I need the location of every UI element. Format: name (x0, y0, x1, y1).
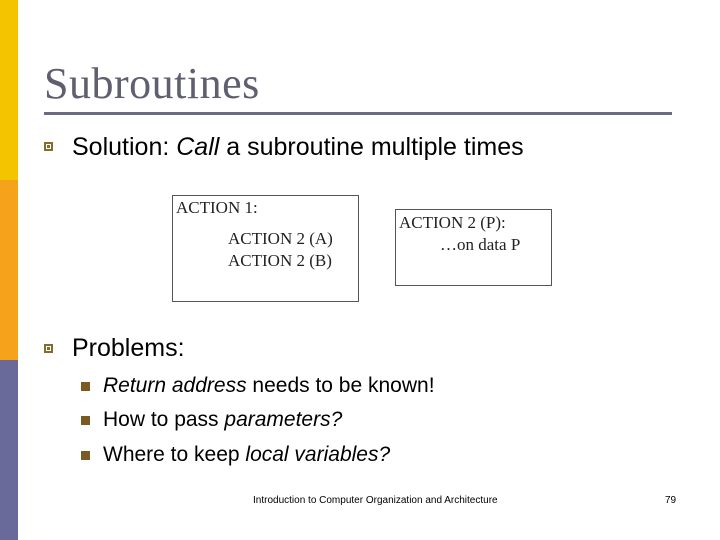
bullet-solution-rest: a subroutine multiple times (219, 133, 524, 161)
action1-header: ACTION 1: (176, 198, 258, 217)
action1-call-b: ACTION 2 (B) (228, 251, 332, 270)
sidebar-yellow-band (0, 0, 18, 180)
sub-bullet-icon (81, 416, 90, 425)
sidebar-orange-band (0, 180, 18, 360)
bullet-solution-emphasis: Call (176, 133, 220, 161)
bullet-square-icon (44, 344, 53, 353)
footer-course-title: Introduction to Computer Organization and Architecture (253, 495, 498, 506)
sub-bullet-lead: How to pass (103, 408, 225, 431)
bullet-problems: Problems: (72, 334, 185, 362)
slide-title: Subroutines (44, 59, 260, 108)
sub-bullet-icon (81, 451, 90, 460)
sub-bullet-rest: needs to be known! (246, 374, 435, 397)
sidebar-color-bar (0, 0, 18, 540)
action2-body: …on data P (440, 235, 521, 254)
action1-box (172, 195, 359, 302)
sub-bullet-emphasis: local variables? (245, 443, 391, 466)
title-underline (44, 112, 672, 115)
sub-bullet-emphasis: Return address (103, 374, 247, 397)
sub-bullet-parameters (103, 407, 342, 433)
sub-bullet-lead: Where to keep (103, 443, 246, 466)
action1-call-a: ACTION 2 (A) (228, 229, 333, 248)
bullet-square-icon (44, 142, 53, 151)
sub-bullet-icon (81, 382, 90, 391)
action2-box (395, 209, 552, 286)
bullet-solution-lead: Solution: (72, 133, 177, 161)
sub-bullet-return-address (103, 373, 435, 399)
page-number: 79 (665, 495, 677, 506)
sidebar-blue-band (0, 360, 18, 540)
bullet-solution (72, 132, 524, 162)
sub-bullet-emphasis: parameters? (224, 408, 343, 431)
sub-bullet-local-variables (103, 442, 390, 468)
action2-header: ACTION 2 (P): (399, 213, 506, 232)
